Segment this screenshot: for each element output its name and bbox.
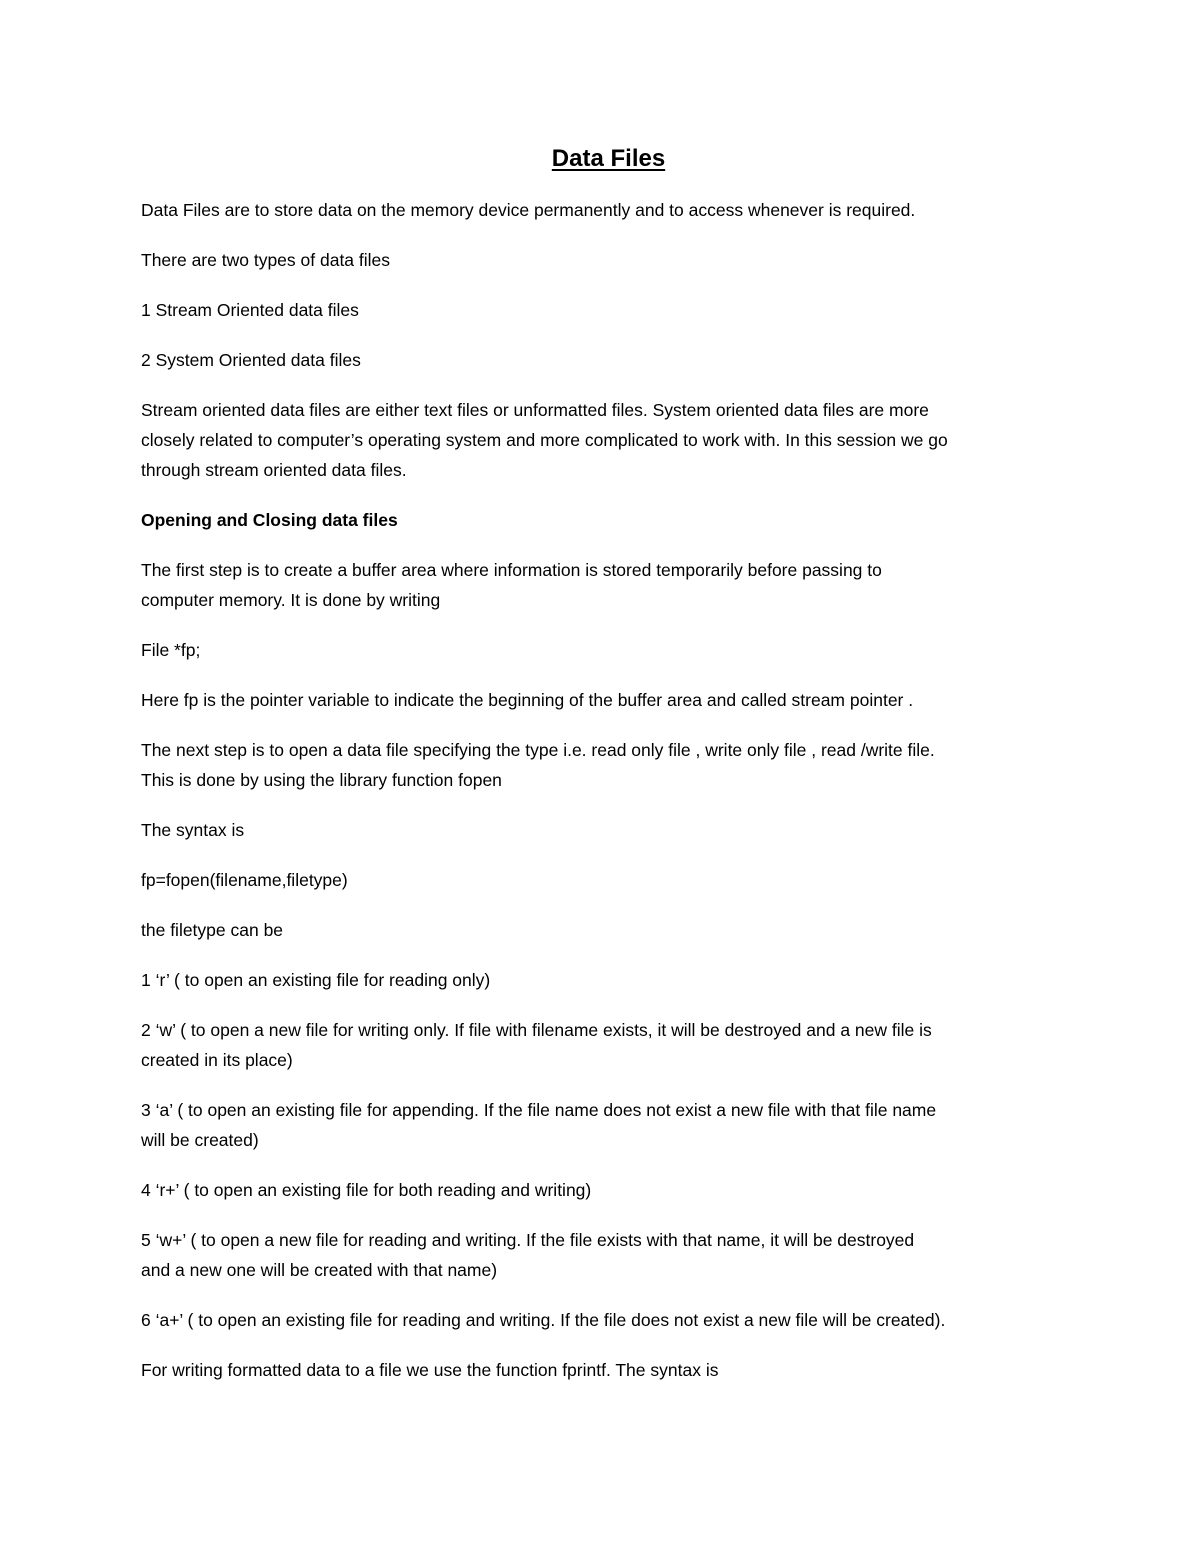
text-line: For writing formatted data to a file we use the function fprintf. The syntax is (141, 1360, 719, 1380)
document-body (141, 143, 1076, 1405)
paragraph (141, 965, 1076, 995)
text-line: 4 ‘r+’ ( to open an existing file for both reading and writing) (141, 1180, 592, 1200)
text-line: There are two types of data files (141, 250, 391, 270)
text-line: Here fp is the pointer variable to indicate the beginning of the buffer area and called stream pointer . (141, 690, 914, 710)
page-title: Data Files (551, 145, 666, 172)
text-line: closely related to computer’s operating system and more complicated to work with. In this session we go (141, 430, 948, 450)
paragraph (141, 1305, 1076, 1335)
paragraph (141, 295, 1076, 325)
paragraph (141, 1175, 1076, 1205)
paragraph (141, 735, 1076, 795)
text-line: The next step is to open a data file specifying the type i.e. read only file , write only file , read /write file. (141, 740, 935, 760)
text-line: The first step is to create a buffer area where information is stored temporarily before passing to (141, 560, 882, 580)
text-line: 1 Stream Oriented data files (141, 300, 359, 320)
paragraph (141, 1225, 1076, 1285)
section-heading (141, 505, 1076, 535)
paragraph (141, 345, 1076, 375)
text-line: This is done by using the library function fopen (141, 770, 502, 790)
text-line: File *fp; (141, 640, 201, 660)
paragraph (141, 865, 1076, 895)
paragraph (141, 1015, 1076, 1075)
text-line: 1 ‘r’ ( to open an existing file for reading only) (141, 970, 491, 990)
text-line: and a new one will be created with that name) (141, 1260, 498, 1280)
paragraph (141, 395, 1076, 485)
paragraph (141, 1095, 1076, 1155)
text-line: 5 ‘w+’ ( to open a new file for reading and writing. If the file exists with that name, it will be destroyed (141, 1230, 915, 1250)
text-line: will be created) (141, 1130, 259, 1150)
text-line: through stream oriented data files. (141, 460, 407, 480)
paragraph (141, 685, 1076, 715)
text-line: created in its place) (141, 1050, 293, 1070)
text-line: the filetype can be (141, 920, 284, 940)
paragraph (141, 195, 1076, 225)
text-line: 6 ‘a+’ ( to open an existing file for reading and writing. If the file does not exist a new file will be created). (141, 1310, 946, 1330)
text-line: computer memory. It is done by writing (141, 590, 441, 610)
paragraph (141, 815, 1076, 845)
paragraph (141, 555, 1076, 615)
text-line: Stream oriented data files are either text files or unformatted files. System oriented data files are more (141, 400, 929, 420)
paragraph (141, 1355, 1076, 1385)
text-line: 2 System Oriented data files (141, 350, 361, 370)
text-line: 3 ‘a’ ( to open an existing file for appending. If the file name does not exist a new file with that file name (141, 1100, 937, 1120)
paragraph (141, 915, 1076, 945)
text-line: 2 ‘w’ ( to open a new file for writing only. If file with filename exists, it will be destroyed and a new file is (141, 1020, 932, 1040)
paragraph-list (141, 195, 1076, 1385)
paragraph (141, 635, 1076, 665)
text-line: The syntax is (141, 820, 245, 840)
text-line: Data Files are to store data on the memory device permanently and to access whenever is required. (141, 200, 916, 220)
text-line: fp=fopen(filename,filetype) (141, 870, 348, 890)
text-line: Opening and Closing data files (141, 510, 398, 530)
paragraph (141, 245, 1076, 275)
